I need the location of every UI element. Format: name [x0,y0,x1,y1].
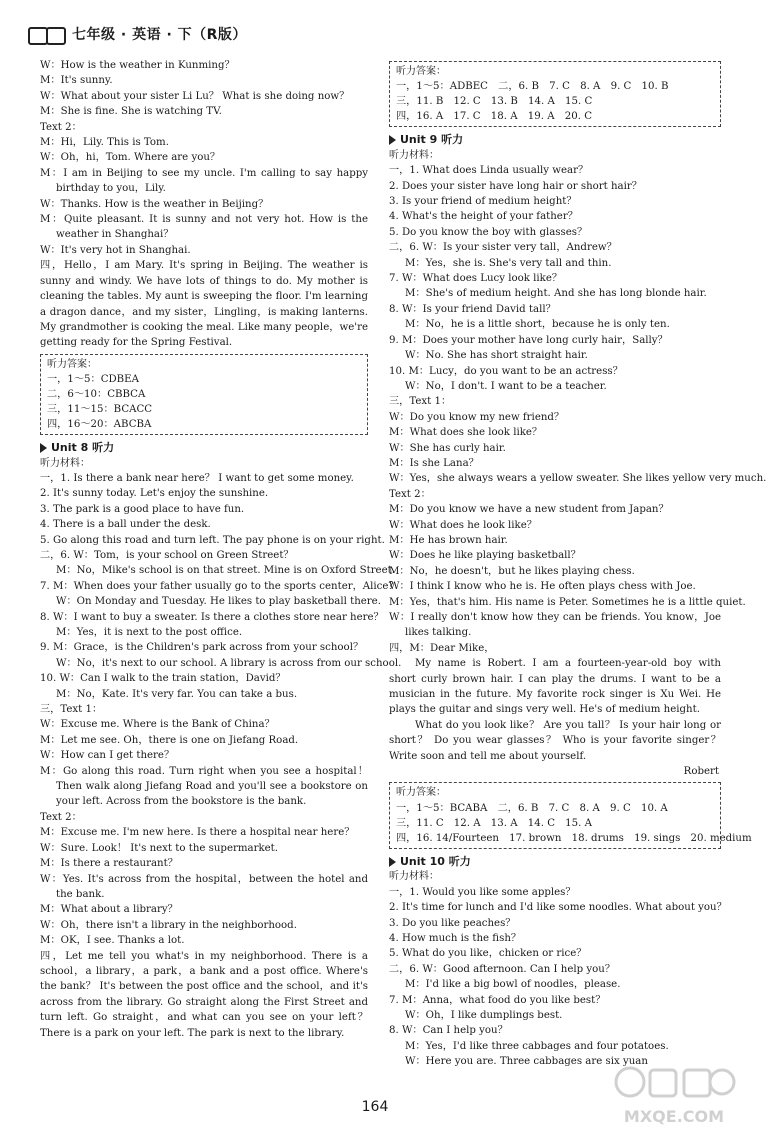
text-line: 2. Does your sister have long hair or short hair？ [389,180,642,192]
text-line: 一，1. Would you like some apples？ [389,886,576,898]
text-line: 4. What's the height of your father？ [389,211,578,223]
answer-line: 四，16. 14/Fourteen 17. brown 18. drums 19. sings 20. medium [396,832,752,844]
text-line: What do you look like？ Are you tall？ Is your hair long or short？ Do you wear glasses？ Who is your favorite singer？ Write soon and tell me about yourself. [389,719,721,762]
answer-line: 二，6～10：CBBCA [47,389,146,401]
text-line: M：I'd like a big bowl of noodles，please. [405,979,621,991]
text-line: 7. M：When does your father usually go to the sports center，Alice？ [40,580,399,592]
unit-heading [40,440,368,455]
text-line: 4. There is a ball under the desk. [40,519,211,531]
section-subheading: 听力材料： [40,457,90,469]
answer-box [40,354,368,435]
text-line: W：Yes，she always wears a yellow sweater. She likes yellow very much. [389,473,766,485]
text-line: 5. Do you know the boy with glasses？ [389,226,588,238]
text-line: W：I think I know who he is. He often plays chess with Joe. [389,581,696,593]
text-line: M：She's of medium height. And she has long blonde hair. [405,288,707,300]
text-line: W：Do you know my new friend？ [389,411,565,423]
text-line: M：Hi，Lily. This is Tom. [40,137,169,149]
answer-line: 一，1～5：BCABA 二，6. B 7. C 8. A 9. C 10. A [396,802,668,814]
text-line: M：Go along this road. Turn right when you see a hospital！ Then walk along Jiefang Road and you'll see a bookstore on your left. Across from the bookstore is the bank. [40,765,368,808]
text-line: Text 2： [389,488,431,500]
text-line: 二，6. W：Is your sister very tall，Andrew？ [389,242,617,254]
text-line: M：Yes，it is next to the post office. [56,627,243,638]
text-line: 四，Hello，I am Mary. It's spring in Beijing. The weather is sunny and windy. We have lots of things to do. My mother is cleaning the tables. My aunt is sweeping the floor. I'm learning a dragon dance，and my sister，Lingling，is making lanterns. My grandmother is cooking the meal. Like many people，we're getting ready for the Spring Festival. [40,260,368,349]
text-line: M：OK，I see. Thanks a lot. [40,935,185,947]
text-line: M：What does she look like？ [389,427,543,439]
text-line: M：Yes，I'd like three cabbages and four potatoes. [405,1040,669,1052]
section-subheading: 听力材料： [389,149,439,161]
text-line: M：Quite pleasant. It is sunny and not very hot. How is the weather in Shanghai？ [40,214,368,241]
page-number: 164 [361,1099,389,1115]
text-line: 8. W：I want to buy a sweater. Is there a clothes store near here？ [40,611,384,623]
text-line: M：Excuse me. I'm new here. Is there a hospital near here？ [40,827,355,839]
text-line: W：What about your sister Li Lu？ What is she doing now？ [40,90,350,102]
unit-heading [389,132,721,147]
unit-heading-text: Unit 8 听力 [51,441,115,455]
text-line: 4. How much is the fish？ [389,932,522,944]
text-line: M：No，he doesn't，but he likes playing chess. [389,565,635,577]
text-line: 7. M：Anna，what food do you like best？ [389,994,606,1006]
answer-box [389,61,721,127]
text-line: W：On Monday and Tuesday. He likes to play basketball there. [56,596,381,608]
watermark-logo-icon [612,1060,738,1128]
text-line: W：What does he look like？ [389,519,537,531]
text-line: 一，1. Is there a bank near here？ I want to get some money. [40,472,354,484]
text-line: M：Is there a restaurant？ [40,858,178,870]
left-column [40,58,402,1041]
unit-heading-text: Unit 9 听力 [400,133,464,147]
text-line: 一，1. What does Linda usually wear？ [389,165,589,177]
text-line: W：She has curly hair. [389,442,506,454]
text-line: 二，6. W：Good afternoon. Can I help you？ [389,963,616,975]
text-line: W：No. She has short straight hair. [405,350,588,362]
letter-signature: Robert [683,766,719,778]
text-line: W：How can I get there？ [40,750,175,762]
text-line: 10. M：Lucy，do you want to be an actress？ [389,365,623,377]
answer-line: 三，11～15：BCACC [47,404,153,416]
text-line: M：Do you know we have a new student from Japan？ [389,504,669,516]
answer-line: 三，11. B 12. C 13. B 14. A 15. C [396,96,593,108]
text-line: 9. M：Does your mother have long curly hair，Sally？ [389,334,668,346]
text-line: W：How is the weather in Kunming？ [40,60,235,71]
answer-line: 四，16. A 17. C 18. A 19. A 20. C [396,111,592,123]
text-line: 三，Text 1： [389,396,452,408]
text-line: W：Excuse me. Where is the Bank of China？ [40,719,275,731]
text-line: M：Yes，she is. She's very tall and thin. [405,257,612,269]
text-line: W：Oh，hi，Tom. Where are you？ [40,152,221,164]
text-line: 7. W：What does Lucy look like？ [389,273,563,285]
series-logo-icon [28,25,66,43]
text-line: M：No，Kate. It's very far. You can take a bus. [56,688,298,700]
answer-box-title: 听力答案： [396,66,446,77]
header-title: 七年级 · 英语 · 下（R版） [72,27,247,43]
text-line: W：Thanks. How is the weather in Beijing？ [40,198,269,210]
text-line: 3. The park is a good place to have fun. [40,503,245,515]
text-line: M：I am in Beijing to see my uncle. I'm calling to say happy birthday to you，Lily. [40,167,368,195]
page-header [28,22,247,46]
text-line: 2. It's time for lunch and I'd like some noodles. What about you？ [389,902,727,914]
answer-box [389,782,752,848]
text-line: W：Oh，I like dumplings best. [405,1009,563,1021]
unit-heading-text: Unit 10 听力 [400,854,471,868]
text-line: M：No，Mike's school is on that street. Mine is on Oxford Street. [56,565,395,577]
text-line: 二，6. W：Tom，is your school on Green Street？ [40,549,294,561]
text-line: 9. M：Grace，is the Children's park across from your school？ [40,642,364,654]
text-line: 10. W：Can I walk to the train station，David？ [40,673,286,685]
triangle-marker-icon [389,135,396,145]
text-line: W：Yes. It's across from the hospital，between the hotel and the bank. [40,873,368,900]
text-line: M：What about a library？ [40,904,178,916]
text-line: 2. It's sunny today. Let's enjoy the sunshine. [40,488,269,500]
answer-line: 三，11. C 12. A 13. A 14. C 15. A [396,817,592,829]
unit-heading [389,854,721,869]
text-line: 四，Let me tell you what's in my neighborhood. There is a school，a library，a park，a bank and a post office. Where's the bank？ It's between the post office and the school，and it's across from the library. Go straight along the First Street and turn left. Go straight，and what can you see on your left？ There is a park on your left. The park is next to the library. [40,950,368,1039]
text-line: M：He has brown hair. [389,534,508,546]
text-line: M：It's sunny. [40,75,113,87]
answer-box-title: 听力答案： [47,358,97,370]
text-line: W：I really don't know how they can be friends. You know，Joe likes talking. [389,612,721,639]
text-line: W：Does he like playing basketball？ [389,550,581,562]
text-line: W：No，I don't. I want to be a teacher. [405,380,607,392]
text-line: My name is Robert. I am a fourteen-year-old boy with short curly brown hair. I can play the drums. I want to be a musician in the future. My favorite rock singer is Xu Wei. He plays the guitar and sings very well. He's of medium height. [389,658,721,716]
text-line: 3. Is your friend of medium height？ [389,196,577,208]
text-line: M：She is fine. She is watching TV. [40,106,222,118]
text-line: 四，M：Dear Mike， [389,642,495,654]
text-line: 5. Go along this road and turn left. The pay phone is on your right. [40,534,385,546]
answer-box-title: 听力答案： [396,787,446,799]
section-subheading: 听力材料： [389,871,439,883]
text-line: M：Let me see. Oh，there is one on Jiefang Road. [40,734,299,746]
triangle-marker-icon [40,443,47,453]
text-line: M：No，he is a little short，because he is only ten. [405,319,670,331]
text-line: M：Yes，that's him. His name is Peter. Sometimes he is a little quiet. [389,596,746,608]
watermark-text: MXQE.COM [623,1107,725,1126]
text-line: 3. Do you like peaches？ [389,917,516,929]
text-line: 8. W：Can I help you？ [389,1025,508,1037]
text-line: 8. W：Is your friend David tall？ [389,303,556,315]
triangle-marker-icon [389,857,396,867]
text-line: W：Oh，there isn't a library in the neighborhood. [40,919,297,931]
answer-line: 一，1～5：CDBEA [47,374,139,386]
text-line: W：Here you are. Three cabbages are six yuan [405,1056,648,1068]
answer-line: 四，16～20：ABCBA [47,419,152,431]
text-line: W：It's very hot in Shanghai. [40,244,191,256]
text-line: Text 2： [40,121,82,133]
text-line: Text 2： [40,811,82,823]
text-line: 三，Text 1： [40,704,103,716]
answer-line: 一，1～5：ADBEC 二，6. B 7. C 8. A 9. C 10. B [396,81,669,93]
text-line: 5. What do you like，chicken or rice？ [389,948,587,960]
text-line: M：Is she Lana？ [389,457,479,469]
text-line: W：No，it's next to our school. A library is across from our school. [56,657,402,669]
right-column [389,58,766,1070]
text-line: W：Sure. Look！ It's next to the supermarket. [40,842,278,854]
